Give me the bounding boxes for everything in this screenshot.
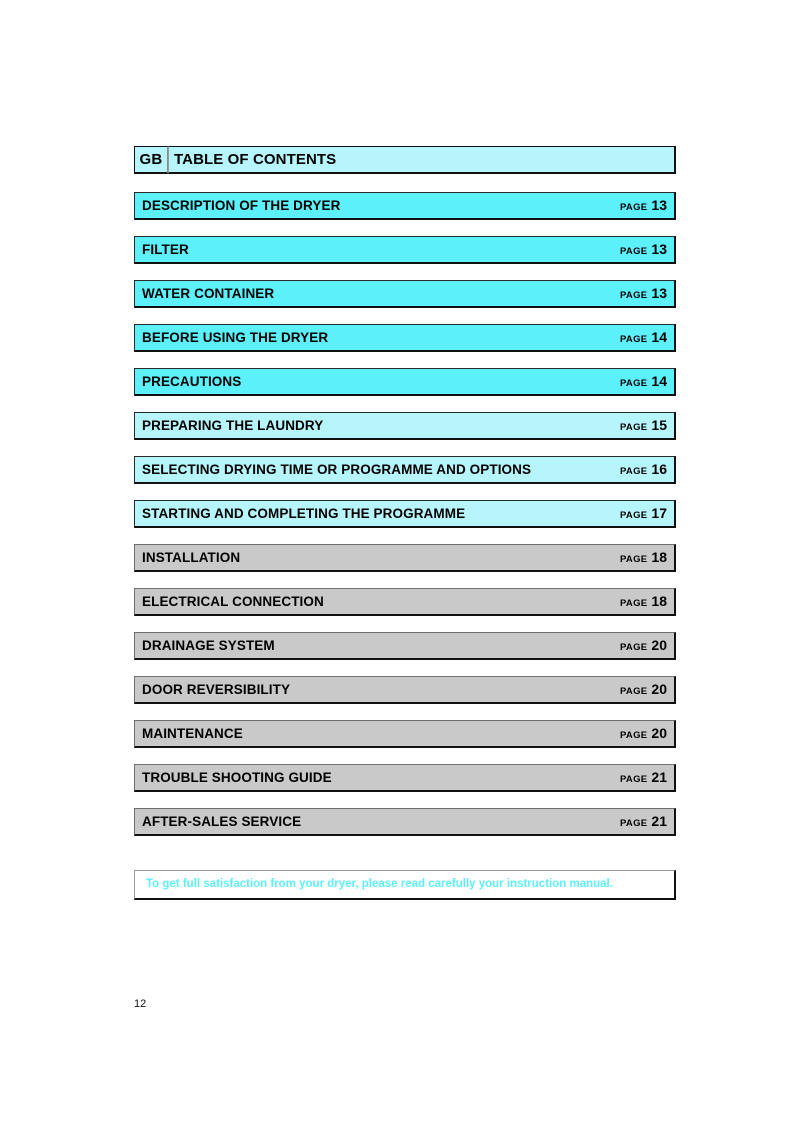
page-number-value: 20 (651, 637, 667, 654)
page-number-value: 14 (651, 329, 667, 346)
toc-row[interactable] (134, 192, 676, 220)
toc-row-title: WATER CONTAINER (142, 285, 275, 301)
toc-row-page-ref (620, 330, 667, 345)
page-number-value: 20 (651, 725, 667, 742)
toc-row[interactable] (134, 324, 676, 352)
toc-row-page-ref (620, 682, 667, 697)
toc-row-page-ref (620, 594, 667, 609)
instruction-note-box (134, 870, 676, 900)
toc-row-title: PRECAUTIONS (142, 373, 242, 389)
page-number-value: 13 (651, 285, 667, 302)
toc-row-title: FILTER (142, 241, 189, 257)
toc-row-page-ref (620, 770, 667, 785)
toc-row-page-ref (620, 506, 667, 521)
page-number-value: 17 (651, 505, 667, 522)
toc-row-page-ref (620, 242, 667, 257)
toc-row-page-ref (620, 286, 667, 301)
page-number-value: 13 (651, 197, 667, 214)
toc-row[interactable] (134, 456, 676, 484)
toc-row-title: TROUBLE SHOOTING GUIDE (142, 769, 332, 785)
toc-row[interactable] (134, 412, 676, 440)
toc-row-title: SELECTING DRYING TIME OR PROGRAMME AND OPTIONS (142, 461, 532, 477)
toc-entry-list (134, 192, 676, 836)
toc-row[interactable] (134, 720, 676, 748)
page-word-label: PAGE (620, 290, 648, 302)
page-number-value: 13 (651, 241, 667, 258)
toc-row-title: PREPARING THE LAUNDRY (142, 417, 324, 433)
toc-row-title: AFTER-SALES SERVICE (142, 813, 302, 829)
page-number-value: 21 (651, 813, 667, 830)
toc-row[interactable] (134, 808, 676, 836)
toc-row[interactable] (134, 632, 676, 660)
page-title: TABLE OF CONTENTS (174, 151, 337, 168)
page-word-label: PAGE (620, 246, 648, 258)
toc-row[interactable] (134, 280, 676, 308)
toc-row[interactable] (134, 544, 676, 572)
toc-row-page-ref (620, 374, 667, 389)
page-word-label: PAGE (620, 510, 648, 522)
toc-row-title: STARTING AND COMPLETING THE PROGRAMME (142, 505, 466, 521)
toc-title-bar (168, 146, 676, 174)
toc-row-title: MAINTENANCE (142, 725, 243, 741)
toc-row[interactable] (134, 588, 676, 616)
page-word-label: PAGE (620, 598, 648, 610)
page-number-value: 14 (651, 373, 667, 390)
toc-row-page-ref (620, 462, 667, 477)
toc-row[interactable] (134, 368, 676, 396)
toc-row-title: BEFORE USING THE DRYER (142, 329, 329, 345)
toc-row-title: DOOR REVERSIBILITY (142, 681, 291, 697)
toc-row-page-ref (620, 198, 667, 213)
toc-header (134, 146, 676, 174)
page-word-label: PAGE (620, 334, 648, 346)
page-number: 12 (134, 998, 147, 1010)
instruction-note-text: To get full satisfaction from your dryer, please read carefully your instruction manual. (146, 877, 613, 890)
toc-row-title: INSTALLATION (142, 549, 241, 565)
page-word-label: PAGE (620, 730, 648, 742)
page-word-label: PAGE (620, 466, 648, 478)
toc-row-title: DRAINAGE SYSTEM (142, 637, 275, 653)
language-code-label: GB (139, 151, 163, 168)
page-word-label: PAGE (620, 202, 648, 214)
toc-row[interactable] (134, 236, 676, 264)
page-word-label: PAGE (620, 422, 648, 434)
toc-row-page-ref (620, 638, 667, 653)
page-number-value: 21 (651, 769, 667, 786)
page-number-value: 15 (651, 417, 667, 434)
toc-row[interactable] (134, 764, 676, 792)
toc-row-title: ELECTRICAL CONNECTION (142, 593, 324, 609)
page-number-value: 18 (651, 593, 667, 610)
page-word-label: PAGE (620, 642, 648, 654)
toc-row[interactable] (134, 500, 676, 528)
toc-row-page-ref (620, 550, 667, 565)
toc-row-page-ref (620, 418, 667, 433)
page-number-value: 20 (651, 681, 667, 698)
toc-row-page-ref (620, 814, 667, 829)
toc-row-title: DESCRIPTION OF THE DRYER (142, 197, 341, 213)
page-word-label: PAGE (620, 686, 648, 698)
table-of-contents (134, 146, 676, 852)
page-word-label: PAGE (620, 818, 648, 830)
toc-row[interactable] (134, 676, 676, 704)
language-code-box (134, 146, 168, 174)
page-word-label: PAGE (620, 554, 648, 566)
page-number-value: 18 (651, 549, 667, 566)
page-number-value: 16 (651, 461, 667, 478)
page-word-label: PAGE (620, 378, 648, 390)
page-word-label: PAGE (620, 774, 648, 786)
toc-row-page-ref (620, 726, 667, 741)
